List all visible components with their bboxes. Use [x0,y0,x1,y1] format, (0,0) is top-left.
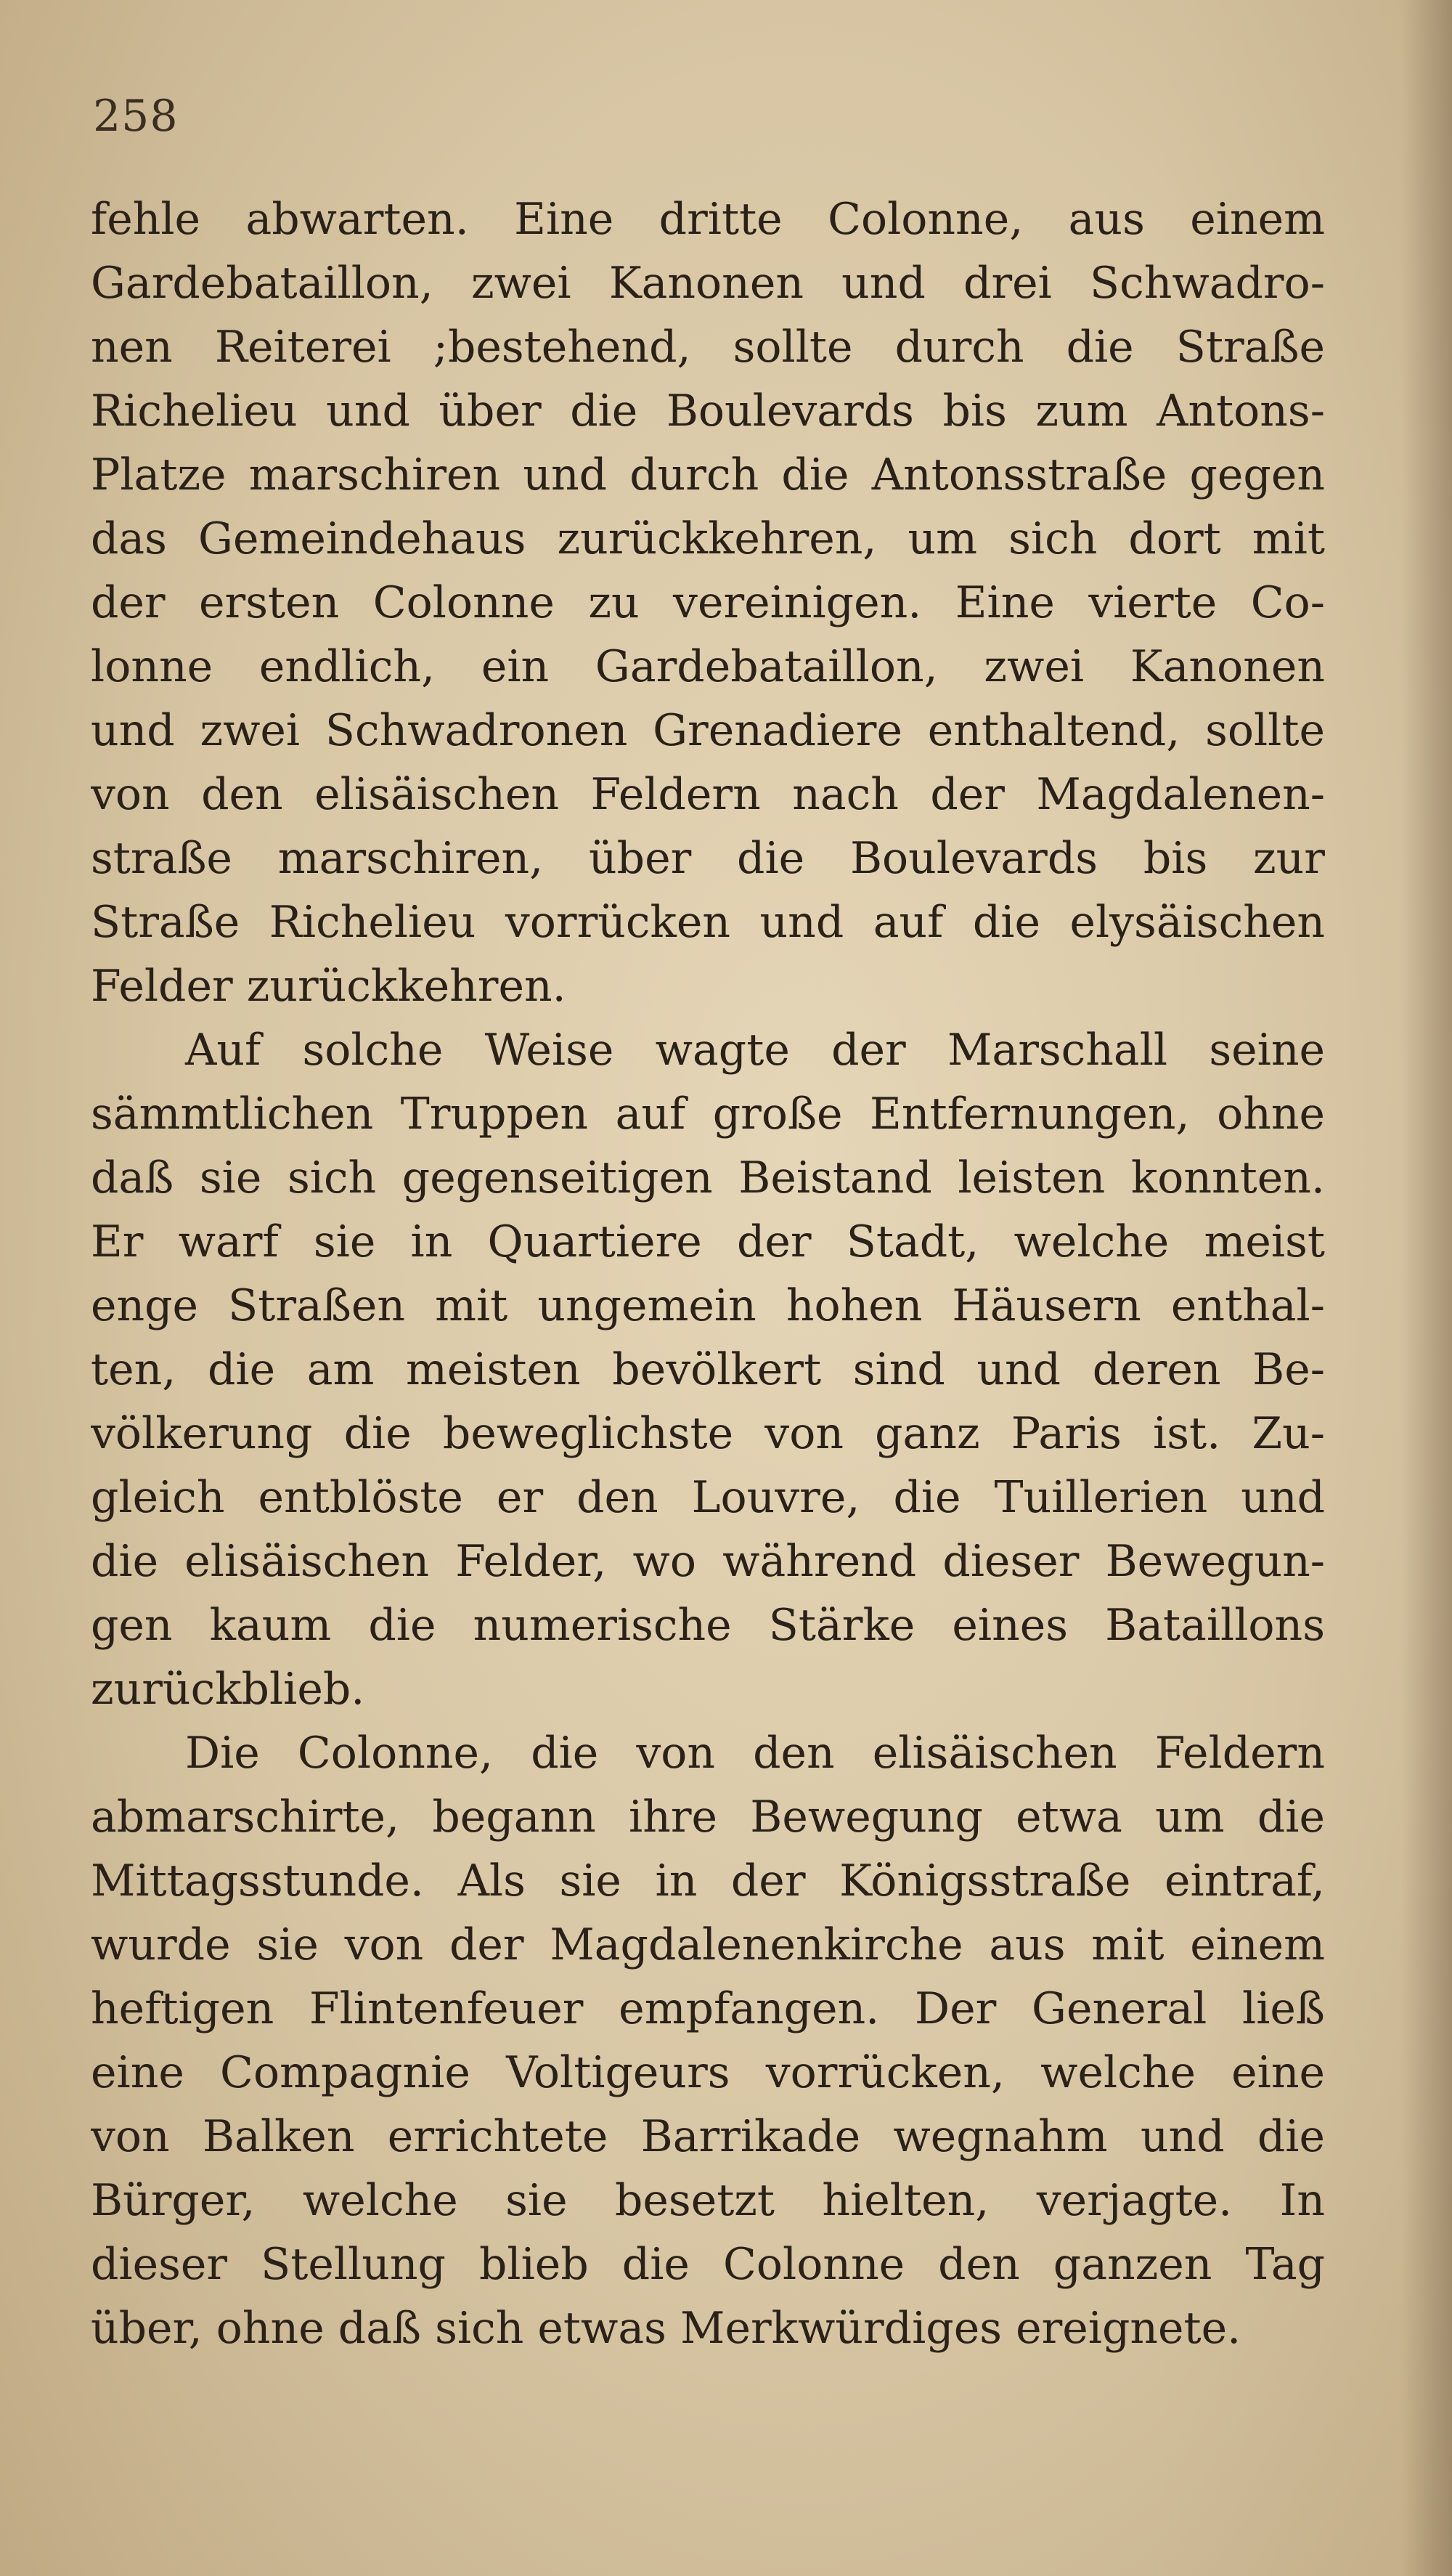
paragraph [91,1721,1325,2360]
text-line: gen kaum die numerische Stärke eines Bataillons [91,1600,1325,1651]
text-line: zurückblieb. [91,1664,365,1715]
text-line: Straße Richelieu vorrücken und auf die elysäischen [91,897,1325,948]
text-line: Auf solche Weise wagte der Marschall seine [185,1025,1325,1076]
text-line: sämmtlichen Truppen auf große Entfernungen, ohne [91,1089,1325,1139]
paragraph [91,187,1325,1018]
text-line: eine Compagnie Voltigeurs vorrücken, welche eine [91,2047,1325,2098]
text-line: straße marschiren, über die Boulevards bis zur [91,833,1325,884]
text-line: das Gemeindehaus zurückkehren, um sich dort mit [91,513,1325,564]
text-line: über, ohne daß sich etwas Merkwürdiges ereignete. [91,2303,1241,2354]
paragraph [91,1018,1325,1721]
text-line: abmarschirte, begann ihre Bewegung etwa um die [91,1792,1325,1842]
text-line: wurde sie von der Magdalenenkirche aus mit einem [91,1919,1325,1970]
text-line: völkerung die beweglichste von ganz Paris ist. Zu- [91,1408,1325,1459]
text-line: Richelieu und über die Boulevards bis zum Antons- [91,386,1325,436]
text-line: von den elisäischen Feldern nach der Magdalenen- [91,769,1325,820]
text-line: und zwei Schwadronen Grenadiere enthaltend, sollte [91,705,1325,756]
body-text [91,187,1325,2360]
text-line: Gardebataillon, zwei Kanonen und drei Schwadro- [91,258,1325,309]
text-line: fehle abwarten. Eine dritte Colonne, aus einem [91,194,1325,245]
page-number: 258 [93,91,179,142]
text-line: Mittagsstunde. Als sie in der Königsstraße eintraf, [91,1856,1325,1906]
text-line: lonne endlich, ein Gardebataillon, zwei Kanonen [91,641,1325,692]
text-line: Platze marschiren und durch die Antonsstraße gegen [91,450,1325,500]
text-line: die elisäischen Felder, wo während dieser Bewegun- [91,1536,1325,1587]
text-line: Die Colonne, die von den elisäischen Feldern [185,1728,1325,1779]
text-line: Felder zurückkehren. [91,961,566,1012]
text-line: heftigen Flintenfeuer empfangen. Der General ließ [91,1983,1325,2034]
text-line: ten, die am meisten bevölkert sind und deren Be- [91,1344,1325,1395]
text-line: Er warf sie in Quartiere der Stadt, welche meist [91,1216,1325,1267]
text-line: dieser Stellung blieb die Colonne den ganzen Tag [91,2239,1325,2290]
text-line: daß sie sich gegenseitigen Beistand leisten konnten. [91,1153,1325,1203]
text-line: nen Reiterei ;bestehend, sollte durch die Straße [91,322,1325,373]
text-line: von Balken errichtete Barrikade wegnahm und die [91,2111,1325,2162]
text-line: Bürger, welche sie besetzt hielten, verjagte. In [91,2175,1325,2226]
text-line: gleich entblöste er den Louvre, die Tuillerien und [91,1472,1325,1523]
text-line: enge Straßen mit ungemein hohen Häusern enthal- [91,1280,1325,1331]
text-line: der ersten Colonne zu vereinigen. Eine vierte Co- [91,577,1325,628]
